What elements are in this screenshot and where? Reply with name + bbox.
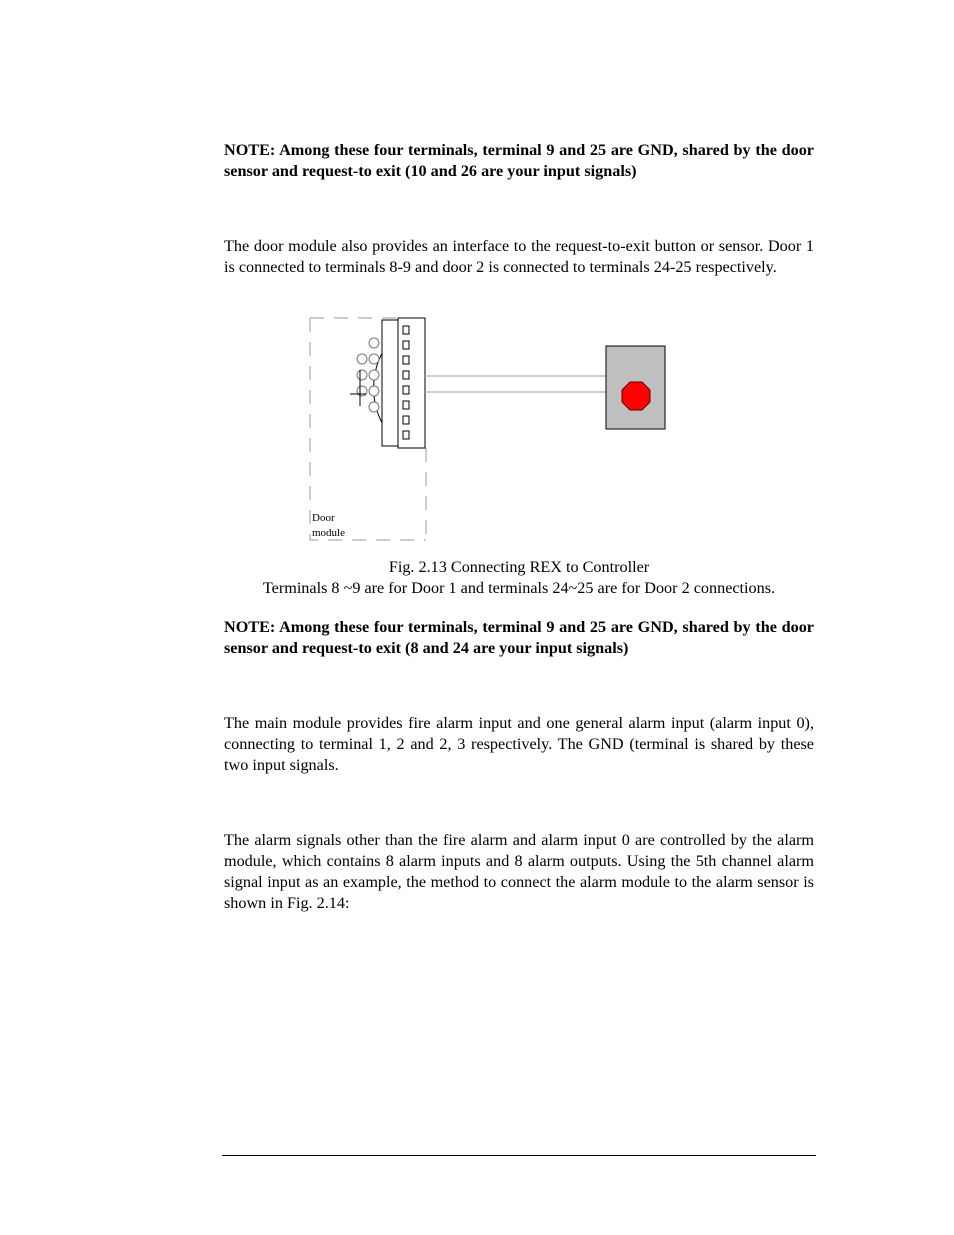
main-module-paragraph: The main module provides fire alarm input and one general alarm input (alarm input 0), connecting to terminal 1, 2 and 2, 3 respectively. The GND (terminal is shared by these two input signals. bbox=[224, 714, 814, 774]
note-top: NOTE: Among these four terminals, terminal 9 and 25 are GND, shared by the door sensor and request-to exit (10 and 26 are your input signals) bbox=[224, 141, 814, 180]
door-module-label-2: module bbox=[312, 527, 345, 539]
rex-paragraph: The door module also provides an interface to the request-to-exit button or sensor. Door 1 is connected to terminals 8-9 and door 2 is connected to terminals 24-25 respectively. bbox=[224, 237, 814, 276]
figure-caption: Fig. 2.13 Connecting REX to Controller bbox=[388, 558, 650, 576]
rex-wiring-diagram bbox=[300, 312, 680, 552]
terminal-strip bbox=[398, 318, 425, 448]
footer-rule bbox=[222, 1155, 816, 1156]
note-bottom: NOTE: Among these four terminals, terminal 9 and 25 are GND, shared by the door sensor and request-to exit (8 and 24 are your input signals) bbox=[224, 618, 814, 657]
rex-wiring-figure bbox=[300, 312, 680, 556]
figure-subcaption: Terminals 8 ~9 are for Door 1 and terminals 24~25 are for Door 2 connections. bbox=[262, 579, 776, 597]
alarm-module-paragraph: The alarm signals other than the fire alarm and alarm input 0 are controlled by the alarm module, which contains 8 alarm inputs and 8 alarm outputs. Using the 5th channel alarm signal input as an example, the method to connect the alarm module to the alarm sensor is shown in Fig. 2.14: bbox=[224, 831, 814, 912]
door-module-label-1: Door bbox=[312, 512, 335, 524]
terminal-strip-inner bbox=[382, 320, 398, 446]
rex-button-icon bbox=[622, 382, 650, 410]
